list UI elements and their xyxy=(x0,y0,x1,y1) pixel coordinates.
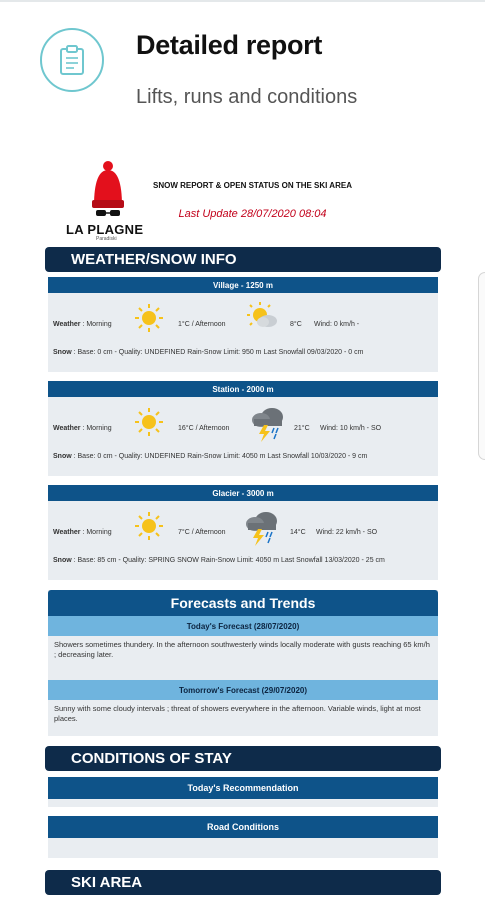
resort-tagline: Paradiski xyxy=(96,236,117,242)
wind-info: Wind: 10 km/h - SO xyxy=(320,425,382,432)
afternoon-temp: 8°C xyxy=(290,321,302,328)
afternoon-temp: 21°C xyxy=(294,425,310,432)
today-forecast-title: Today's Forecast (28/07/2020) xyxy=(48,616,438,636)
page-title: Detailed report xyxy=(136,30,323,60)
thunderstorm-icon xyxy=(248,403,288,443)
forecast-panel xyxy=(48,590,438,736)
sun-cloud-icon xyxy=(244,301,280,333)
conditions-section-header[interactable]: CONDITIONS OF STAY xyxy=(45,746,441,771)
forecast-title[interactable]: Forecasts and Trends xyxy=(48,590,438,616)
zone-title: Glacier - 3000 m xyxy=(48,485,438,501)
wind-info: Wind: 0 km/h - xyxy=(314,321,360,328)
resort-name: LA PLAGNE xyxy=(66,222,144,237)
zone-title: Village - 1250 m xyxy=(48,277,438,293)
afternoon-temp: 14°C xyxy=(290,529,306,536)
wind-info: Wind: 22 km/h - SO xyxy=(316,529,378,536)
weather-label: Weather : Morning xyxy=(53,425,112,432)
thunderstorm-icon xyxy=(242,507,282,547)
page-subtitle: Lifts, runs and conditions xyxy=(136,86,358,108)
zone-panel-station xyxy=(48,381,438,476)
sun-icon xyxy=(134,303,164,333)
snow-info: Snow : Base: 85 cm - Quality: SPRING SNOW Rain-Snow Limit: 4050 m Last Snowfall 13/03/2020 - 25 cm xyxy=(53,557,385,564)
tomorrow-forecast-title: Tomorrow's Forecast (29/07/2020) xyxy=(48,680,438,700)
snow-info: Snow : Base: 0 cm - Quality: UNDEFINED Rain-Snow Limit: 950 m Last Snowfall 09/03/2020 - 0 cm xyxy=(53,349,364,356)
tomorrow-forecast-text: Sunny with some cloudy intervals ; threat of showers everywhere in the afternoon. Variable winds, light at most places. xyxy=(54,704,421,723)
zone-panel-glacier xyxy=(48,485,438,580)
morning-temp: 7°C / Afternoon xyxy=(178,529,226,536)
road-conditions-body xyxy=(48,838,438,858)
ski-area-section-header[interactable]: SKI AREA xyxy=(45,870,441,895)
recommendation-header[interactable]: Today's Recommendation xyxy=(48,777,438,799)
snow-info: Snow : Base: 0 cm - Quality: UNDEFINED Rain-Snow Limit: 4050 m Last Snowfall 10/03/2020 - 9 cm xyxy=(53,453,368,460)
sun-icon xyxy=(134,407,164,437)
zone-title: Station - 2000 m xyxy=(48,381,438,397)
report-heading: SNOW REPORT & OPEN STATUS ON THE SKI AREA xyxy=(153,181,352,190)
morning-temp: 1°C / Afternoon xyxy=(178,321,226,328)
zone-panel-village xyxy=(48,277,438,372)
recommendation-body xyxy=(48,799,438,807)
weather-section-header[interactable]: WEATHER/SNOW INFO xyxy=(45,247,441,272)
road-conditions-header[interactable]: Road Conditions xyxy=(48,816,438,838)
sun-icon xyxy=(134,511,164,541)
clipboard-icon xyxy=(40,28,104,92)
top-divider xyxy=(0,0,485,2)
morning-temp: 16°C / Afternoon xyxy=(178,425,230,432)
today-forecast-text: Showers sometimes thundery. In the afternoon southwesterly winds locally moderate with gusts reaching 65 km/h ; decreasing later. xyxy=(54,640,430,659)
scroll-handle[interactable] xyxy=(478,272,485,460)
last-update: Last Update 28/07/2020 08:04 xyxy=(178,208,327,220)
weather-label: Weather : Morning xyxy=(53,529,112,536)
weather-label: Weather : Morning xyxy=(53,321,112,328)
